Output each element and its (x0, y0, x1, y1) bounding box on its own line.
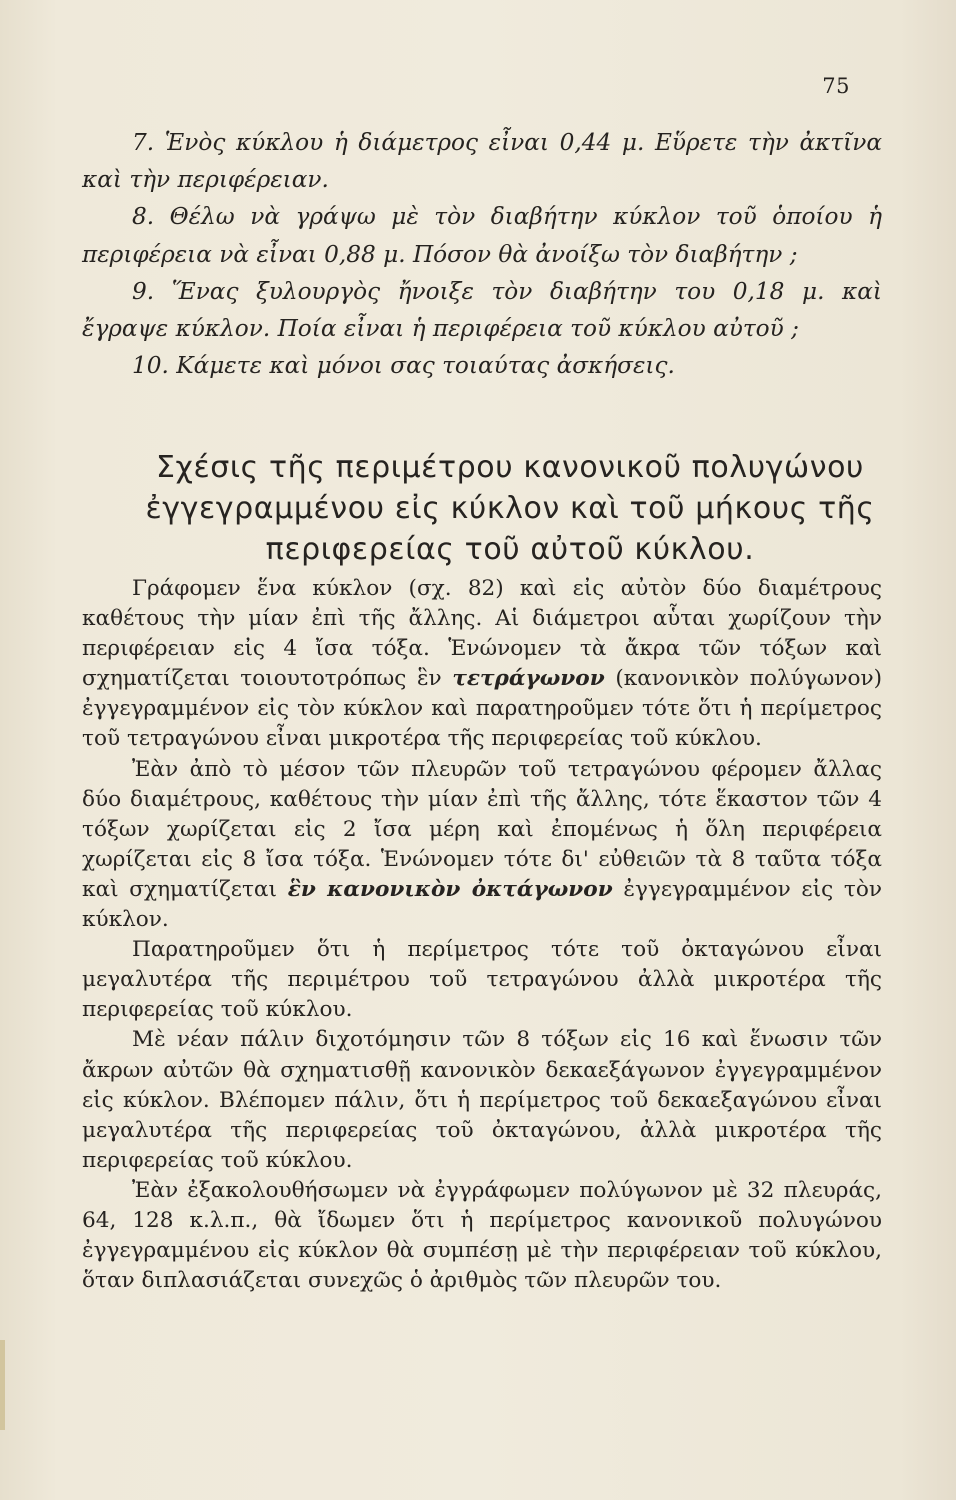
paragraph-text: Ἐὰν ἀπὸ τὸ μέσον τῶν πλευρῶν τοῦ τετραγώνου φέρομεν ἄλλας δύο διαμέτρους, καθέτους τὴν μίαν ἐπὶ τῆς ἄλλης, τότε ἕκαστον τῶν 4 τόξων χωρίζεται εἰς 2 ἴσα μέρη καὶ ἐπομένως ἡ ὅλη περιφέρεια χωρίζεται εἰς 8 ἴσα τόξα. Ἑνώνομεν τότε δι' εὐθειῶν τὰ 8 ταῦτα τόξα καὶ σχηματίζεται (82, 756, 882, 902)
section-heading: Σχέσις τῆς περιμέτρου κανονικοῦ πολυγώνου ἐγγεγραμμένου εἰς κύκλον καὶ τοῦ μήκους τῆς περιφερείας τοῦ αὐτοῦ κύκλου. (145, 450, 875, 567)
paragraph: Ἐὰν ἐξακολουθήσωμεν νὰ ἐγγράφωμεν πολύγωνον μὲ 32 πλευράς, 64, 128 κ.λ.π., θὰ ἴδωμεν ὅτι ἡ περίμετρος κανονικοῦ πολυγώνου ἐγγεγραμμένου εἰς κύκλον θὰ συμπέσῃ μὲ τὴν περιφέρειαν τοῦ κύκλου, ὅταν διπλασιάζεται συνεχῶς ὁ ἀριθμὸς τῶν πλευρῶν του. (82, 1177, 882, 1294)
paragraph (82, 574, 882, 755)
paragraph-text: ἐγγεγραμμένον εἰς τὸν κύκλον. (82, 876, 882, 933)
paragraph: Μὲ νέαν πάλιν διχοτόμησιν τῶν 8 τόξων εἰς 16 καὶ ἕνωσιν τῶν ἄκρων αὐτῶν θὰ σχηματισθῇ κανονικὸν δεκαεξάγωνον ἐγγεγραμμένον εἰς κύκλον. Βλέπομεν πάλιν, ὅτι ἡ περίμετρος τοῦ δεκαεξαγώνου εἶναι μεγαλυτέρα τῆς περιφερείας τοῦ ὀκταγώνου, ἀλλὰ μικροτέρα τῆς περιφερείας τοῦ κύκλου. (82, 1027, 882, 1173)
paragraph (82, 755, 882, 936)
paragraph: Παρατηροῦμεν ὅτι ἡ περίμετρος τότε τοῦ ὀκταγώνου εἶναι μεγαλυτέρα τῆς περιμέτρου τοῦ τετραγώνου ἀλλὰ μικροτέρα τῆς περιφερείας τοῦ κύκλου. (82, 937, 882, 1023)
exercise-list (82, 124, 882, 384)
term-octagon: ἓν κανονικὸν ὀκτάγωνον (287, 876, 613, 902)
page-number: 75 (822, 74, 850, 98)
page-edge-mark (0, 1340, 5, 1430)
exercise-item: 10. Κάμετε καὶ μόνοι σας τοιαύτας ἀσκήσεις. (132, 352, 675, 380)
term-square: τετράγωνον (452, 666, 605, 692)
paragraph-text: Γράφομεν ἕνα κύκλον (σχ. 82) καὶ εἰς αὐτὸν δύο διαμέτρους καθέτους τὴν μίαν ἐπὶ τῆς ἄλλης. Αἱ διάμετροι αὗται χωρίζουν τὴν περιφέρειαν εἰς 4 ἴσα τόξα. Ἑνώνομεν τὰ ἄκρα τῶν τόξων καὶ σχηματίζεται τοιουτοτρόπως ἓν (82, 576, 882, 692)
paragraph-text: (κανονικὸν πολύγωνον) ἐγγεγραμμένον εἰς τὸν κύκλον καὶ παρατηροῦμεν τότε ὅτι ἡ περίμετρος τοῦ τετραγώνου εἶναι μικροτέρα τῆς περιφερείας τοῦ κύκλου. (82, 666, 882, 752)
exercise-item: 9. Ἕνας ξυλουργὸς ἤνοιξε τὸν διαβήτην του 0,18 μ. καὶ ἔγραψε κύκλον. Ποία εἶναι ἡ περιφέρεια τοῦ κύκλου αὐτοῦ ; (82, 277, 882, 343)
exercise-item: 7. Ἑνὸς κύκλου ἡ διάμετρος εἶναι 0,44 μ. Εὕρετε τὴν ἀκτῖνα καὶ τὴν περιφέρειαν. (82, 129, 882, 194)
exercise-item: 8. Θέλω νὰ γράψω μὲ τὸν διαβήτην κύκλον τοῦ ὁποίου ἡ περιφέρεια νὰ εἶναι 0,88 μ. Πόσον θὰ ἀνοίξω τὸν διαβήτην ; (82, 203, 882, 268)
section-body (82, 574, 882, 1296)
